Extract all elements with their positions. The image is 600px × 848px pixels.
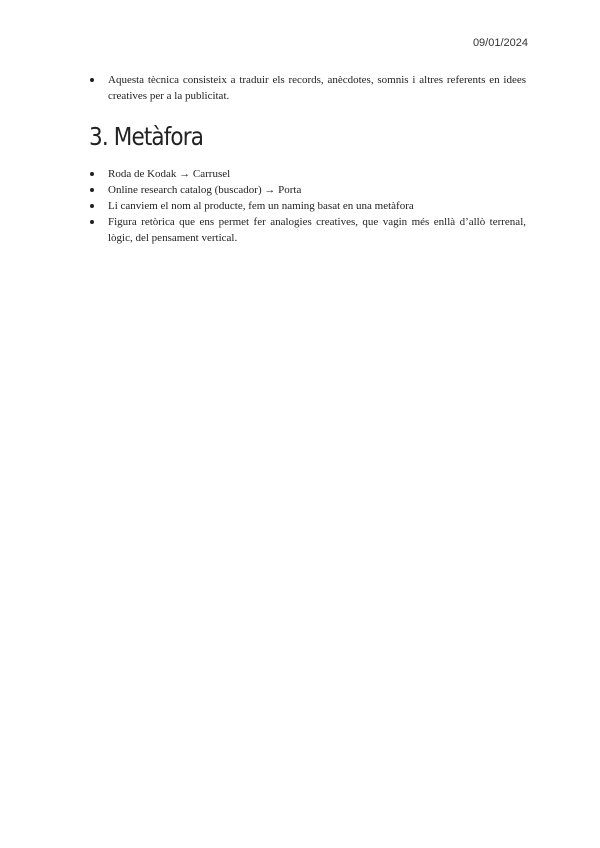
intro-bullet-list (90, 72, 526, 104)
metafora-bullet-list (90, 166, 526, 246)
list-item (90, 198, 526, 214)
list-item-text: Li canviem el nom al producte, fem un naming basat en una metàfora (108, 200, 414, 212)
bullet-icon (90, 188, 94, 192)
list-item (90, 72, 526, 104)
page-date: 09/01/2024 (472, 37, 528, 49)
section-heading: 3. Metàfora (89, 122, 204, 151)
list-item-text: Roda de Kodak → Carrusel (108, 168, 231, 180)
bullet-icon (90, 220, 94, 224)
list-item (90, 182, 526, 198)
list-item-text: Figura retòrica que ens permet fer analogies creatives, que vagin més enllà d’allò terrenal, lògic, del pensament vertical. (108, 216, 526, 244)
bullet-icon (90, 172, 94, 176)
bullet-icon (90, 204, 94, 208)
list-item (90, 214, 526, 246)
list-item-text: Aquesta tècnica consisteix a traduir els records, anècdotes, somnis i altres referents en idees creatives per a la publicitat. (108, 74, 526, 102)
list-item (90, 166, 526, 182)
list-item-text: Online research catalog (buscador) → Porta (108, 184, 302, 196)
bullet-icon (90, 78, 94, 82)
